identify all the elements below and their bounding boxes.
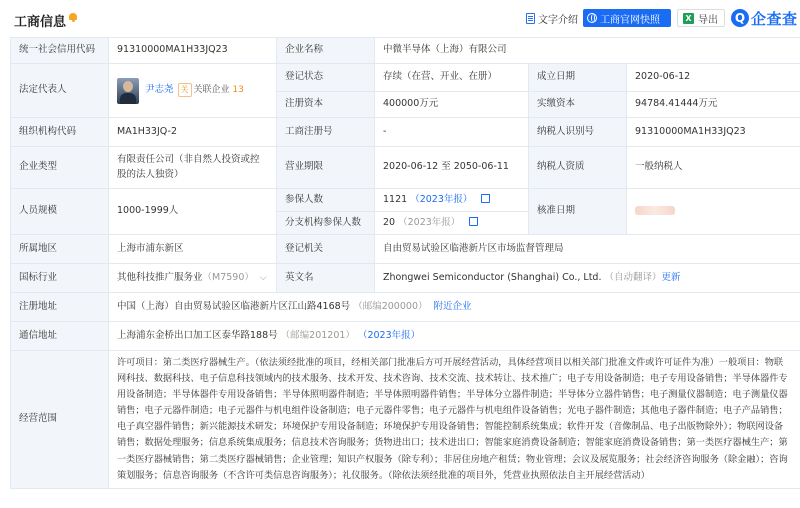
english-name-cell xyxy=(375,264,800,293)
mail-address-value: 上海浦东金桥出口加工区泰华路188号 xyxy=(117,329,278,341)
globe-icon xyxy=(587,13,597,23)
chevron-down-icon[interactable]: ⌵ xyxy=(259,272,267,283)
excel-icon: X xyxy=(683,13,694,24)
scope-label: 经营范围 xyxy=(11,351,109,489)
org-code-label: 组织机构代码 xyxy=(11,118,109,147)
reg-capital-value: 400000万元 xyxy=(375,92,529,118)
legal-rep-label: 法定代表人 xyxy=(11,64,109,118)
reg-authority-label: 登记机关 xyxy=(277,235,375,264)
taxpayer-qual-value: 一般纳税人 xyxy=(627,147,800,189)
document-icon xyxy=(526,13,535,24)
biz-term-label: 营业期限 xyxy=(277,147,375,189)
org-code-value: MA1H33JQ-2 xyxy=(109,118,277,147)
industry-code: （M7590） xyxy=(202,271,254,283)
branch-insured-year: （2023年报） xyxy=(398,216,461,228)
reg-status-label: 登记状态 xyxy=(277,64,375,92)
region-label: 所属地区 xyxy=(11,235,109,264)
biz-reg-no-value: - xyxy=(375,118,529,147)
official-snapshot-button[interactable] xyxy=(583,9,671,27)
blurred-vip-value[interactable] xyxy=(635,206,675,215)
insured-cell xyxy=(375,189,529,212)
bell-icon[interactable] xyxy=(69,12,77,22)
biz-reg-no-label: 工商注册号 xyxy=(277,118,375,147)
related-badge: 关 xyxy=(178,83,192,97)
taxpayer-qual-label: 纳税人资质 xyxy=(529,147,627,189)
founded-label: 成立日期 xyxy=(529,64,627,92)
company-type-value: 有限责任公司（非自然人投资或控股的法人独资） xyxy=(109,147,277,189)
text-intro-button[interactable] xyxy=(526,10,578,26)
address-cell xyxy=(109,293,800,322)
table-row xyxy=(11,118,800,147)
logo-mark: Q xyxy=(731,9,749,27)
qcc-logo xyxy=(731,8,798,28)
share-icon[interactable] xyxy=(481,194,490,203)
insured-label: 参保人数 xyxy=(277,189,375,212)
reg-authority-value: 自由贸易试验区临港新片区市场监督管理局 xyxy=(375,235,800,264)
business-info-table xyxy=(10,37,800,489)
text-intro-label: 文字介绍 xyxy=(538,14,578,26)
export-button[interactable] xyxy=(677,9,725,27)
industry-value: 其他科技推广服务业 xyxy=(117,271,203,283)
company-type-label: 企业类型 xyxy=(11,147,109,189)
branch-insured-cell xyxy=(375,212,529,235)
section-title: 工商信息 xyxy=(14,15,67,30)
address-value: 中国（上海）自由贸易试验区临港新片区江山路4168号 xyxy=(117,300,351,312)
table-row xyxy=(11,351,800,489)
founded-value: 2020-06-12 xyxy=(627,64,800,92)
credit-code-value: 91310000MA1H33JQ23 xyxy=(109,38,277,64)
approval-date-label: 核准日期 xyxy=(529,189,627,235)
paid-capital-label: 实缴资本 xyxy=(529,92,627,118)
related-text: 关联企业 xyxy=(193,85,230,96)
mail-address-label: 通信地址 xyxy=(11,322,109,351)
section-header xyxy=(0,0,800,36)
logo-text: 企查查 xyxy=(751,9,798,28)
related-count: 13 xyxy=(232,85,244,96)
taxpayer-id-label: 纳税人识别号 xyxy=(529,118,627,147)
share-icon[interactable] xyxy=(469,217,478,226)
industry-cell[interactable] xyxy=(109,264,277,293)
table-row xyxy=(11,38,800,64)
insured-value: 1121 xyxy=(383,193,408,205)
credit-code-label: 统一社会信用代码 xyxy=(11,38,109,64)
english-name-label: 英文名 xyxy=(277,264,375,293)
table-row xyxy=(11,64,800,92)
mail-postcode: （邮编201201） xyxy=(280,329,355,341)
taxpayer-id-value: 91310000MA1H33JQ23 xyxy=(627,118,800,147)
legal-rep-cell xyxy=(109,64,277,118)
approval-date-cell xyxy=(627,189,800,235)
address-label: 注册地址 xyxy=(11,293,109,322)
avatar[interactable] xyxy=(117,78,139,104)
table-row xyxy=(11,147,800,189)
industry-label: 国标行业 xyxy=(11,264,109,293)
export-label: 导出 xyxy=(698,14,718,26)
related-companies-link[interactable] xyxy=(178,83,244,98)
scope-value: 许可项目：第二类医疗器械生产。（依法须经批准的项目，经相关部门批准后方可开展经营活动，具体经营项目以相关部门批准文件或许可证件为准）一般项目：物联网科技、数据科技、电子信息科技领域内的技术服务、技术开发、技术咨询、技术交流、技术转让、技术推广；电子专用设备制造；电子专用设备销售；半导体器件专用设备制造；半导体器件专用设备销售；半导体照明器件制造；半导体照明器件销售；半导体分立器件制造；半导体分立器件销售；电子测量仪器制造；电子测量仪器销售；电子元器件制造；电子元器件与机电组件设备制造；电子元器件零售；电子元器件与机电组件设备销售；光电子器件制造；其他电子器件制造；电子产品销售；电子真空器件销售；新兴能源技术研发；环境保护专用设备制造；环境保护专用设备销售；智能控制系统集成；软件开发（音像制品、电子出版物除外）；物联网设备销售；数据处理服务；信息系统集成服务；信息技术咨询服务；货物进出口；技术进出口；智能家庭消费设备制造；智能家庭消费设备销售；第一类医疗器械生产；第一类医疗器械销售；第二类医疗器械销售；企业管理；知识产权服务（除专利）；非居住房地产租赁；物业管理；会议及展览服务；社会经济咨询服务（除金融）；咨询策划服务；信息咨询服务（不含许可类信息咨询服务）；礼仪服务。（除依法须经批准的项目外，凭营业执照依法自主开展经营活动） xyxy=(109,351,800,489)
reg-status-value: 存续（在营、开业、在册） xyxy=(375,64,529,92)
reg-capital-label: 注册资本 xyxy=(277,92,375,118)
biz-term-value: 2020-06-12 至 2050-06-11 xyxy=(375,147,529,189)
staff-size-label: 人员规模 xyxy=(11,189,109,235)
table-row xyxy=(11,189,800,212)
table-row xyxy=(11,293,800,322)
mail-address-year[interactable]: （2023年报） xyxy=(357,329,421,341)
nearby-companies-link[interactable]: 附近企业 xyxy=(433,300,472,312)
english-name-value: Zhongwei Semiconductor (Shanghai) Co., Ltd. xyxy=(383,271,602,283)
staff-size-value: 1000-1999人 xyxy=(109,189,277,235)
branch-insured-value: 20 xyxy=(383,216,396,228)
address-postcode: （邮编200000） xyxy=(353,300,428,312)
auto-translate-note: （自动翻译） xyxy=(604,271,662,283)
official-snapshot-label: 工商官网快照 xyxy=(600,14,660,26)
company-name-value: 中微半导体（上海）有限公司 xyxy=(375,38,800,64)
table-row xyxy=(11,264,800,293)
table-row xyxy=(11,235,800,264)
insured-year[interactable]: （2023年报） xyxy=(410,193,473,205)
region-value: 上海市浦东新区 xyxy=(109,235,277,264)
update-link[interactable]: 更新 xyxy=(661,271,681,283)
paid-capital-value: 94784.41444万元 xyxy=(627,92,800,118)
mail-address-cell xyxy=(109,322,800,351)
table-row xyxy=(11,322,800,351)
company-name-label: 企业名称 xyxy=(277,38,375,64)
legal-rep-name[interactable]: 尹志尧 xyxy=(145,84,174,96)
branch-insured-label: 分支机构参保人数 xyxy=(277,212,375,235)
